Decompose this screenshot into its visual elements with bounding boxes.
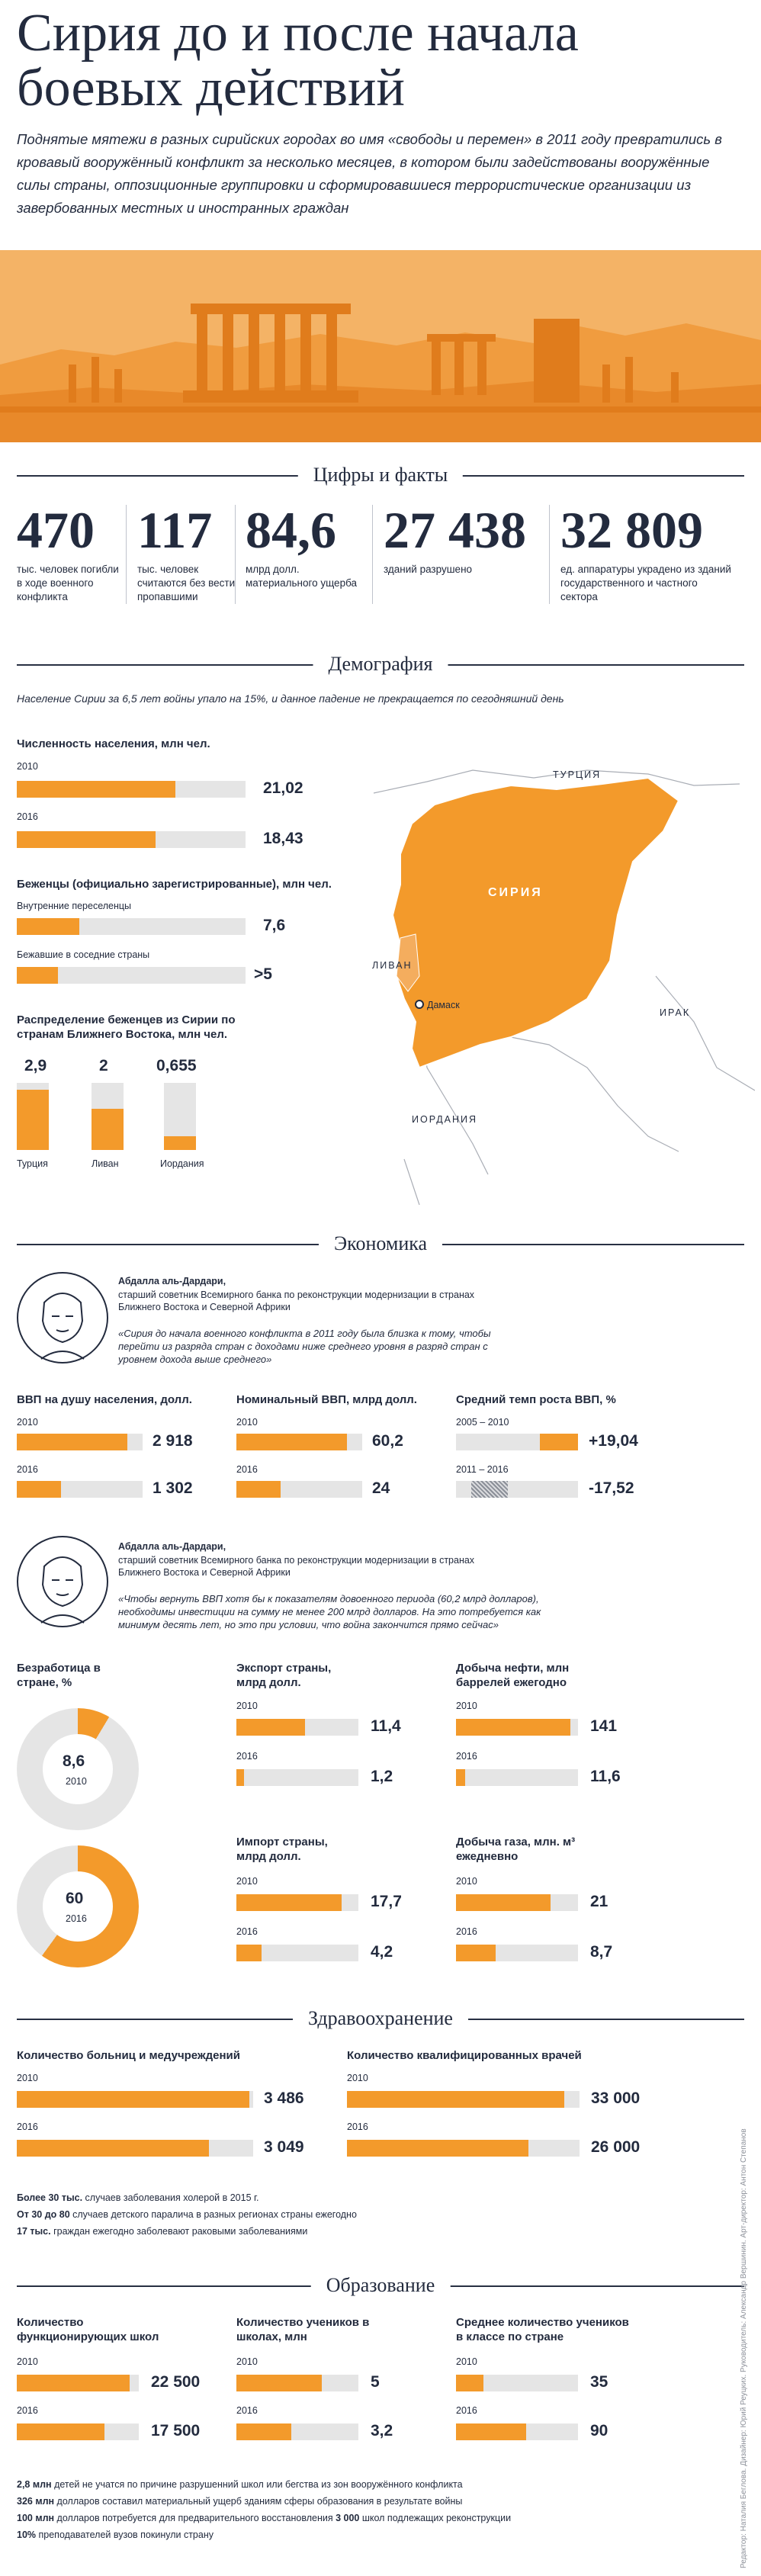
- year-label: 2016: [17, 1464, 38, 1475]
- period-label: 2011 – 2016: [456, 1464, 509, 1475]
- note-text: долларов составил материальный ущерб зданиям сферы образования в результате войны: [54, 2496, 463, 2507]
- year-label: 2016: [17, 2122, 38, 2132]
- health-note: [17, 2192, 259, 2204]
- bar-gdp-growth-negative: [471, 1481, 508, 1498]
- bar-import-2010: [236, 1894, 342, 1911]
- hospitals-2010-value: 3 486: [264, 2089, 304, 2107]
- oil-title: Добыча нефти, млн баррелей ежегодно: [456, 1662, 570, 1689]
- import-title: Импорт страны, млрд долл.: [236, 1836, 328, 1863]
- expert-portrait-icon: [18, 1537, 107, 1626]
- gdp-growth-negative-value: -17,52: [589, 1479, 634, 1497]
- year-label: 2016: [456, 2405, 477, 2416]
- bar-import-2016: [236, 1945, 262, 1961]
- bar-track: [456, 2375, 578, 2391]
- fact-item: [246, 503, 360, 590]
- doctors-2016-value: 26 000: [591, 2138, 641, 2156]
- divider: [372, 505, 373, 604]
- bar-turkey: [17, 1090, 49, 1150]
- refugees-internal-value: 7,6: [263, 917, 286, 934]
- note-highlight: 100 млн: [17, 2513, 55, 2523]
- bar-gdp-per-capita-2016: [17, 1481, 61, 1498]
- period-label: 2005 – 2010: [456, 1417, 509, 1428]
- year-label: 2016: [66, 1913, 87, 1924]
- section-health-header: [17, 2004, 744, 2035]
- bar-population-2016: [17, 831, 156, 848]
- map-label-damascus: Дамаск: [427, 1000, 460, 1010]
- expert-name: Абдалла аль-Дардари,: [118, 1276, 226, 1286]
- year-label: 2010: [236, 1876, 258, 1887]
- hospitals-2016-value: 3 049: [264, 2138, 304, 2156]
- section-title: Экономика: [319, 1232, 442, 1255]
- expert-quote: «Сирия до начала военного конфликта в 2011 году была близка к тому, чтобы перейти из разряда стран с доходами ниже среднего уровня в разряд стран с уровнем дохода выше среднего»: [118, 1328, 491, 1365]
- bar-pupils-2010: [236, 2375, 322, 2391]
- bar-track: [17, 781, 246, 798]
- section-education-header: [17, 2271, 744, 2301]
- bar-track: [17, 2091, 253, 2108]
- export-2010-value: 11,4: [371, 1717, 401, 1735]
- fact-number: 84,6: [246, 501, 336, 559]
- unemployment-title: Безработица в стране, %: [17, 1662, 101, 1689]
- bar-doctors-2010: [347, 2091, 564, 2108]
- pupils-title: Количество учеников в школах, млн: [236, 2316, 370, 2343]
- expert-quote: «Чтобы вернуть ВВП хотя бы к показателям довоенного периода (60,2 млрд долларов), необходимы инвестиции на сумму не менее 200 млрд долларов. На это потребуется как минимум десять лет, но это при условии, что война закончится прямо сейчас»: [118, 1593, 541, 1630]
- note-text: граждан ежегодно заболевают раковыми заболеваниями: [50, 2226, 308, 2237]
- health-note: [17, 2225, 307, 2237]
- section-demography-header: [17, 650, 744, 680]
- gdp-per-capita-2010-value: 2 918: [153, 1432, 193, 1450]
- bar-population-2010: [17, 781, 175, 798]
- map-label-turkey: ТУРЦИЯ: [553, 769, 602, 780]
- bar-gas-2016: [456, 1945, 496, 1961]
- gas-title: Добыча газа, млн. м³ ежедневно: [456, 1836, 576, 1863]
- class-size-2016-value: 90: [590, 2422, 608, 2439]
- bar-track: [17, 2375, 139, 2391]
- gdp-nominal-2016-value: 24: [372, 1479, 390, 1497]
- expert-name: Абдалла аль-Дардари,: [118, 1541, 226, 1552]
- year-label: 2010: [17, 2356, 38, 2367]
- year-label: 2016: [17, 811, 38, 822]
- bar-export-2016: [236, 1769, 244, 1786]
- unemployment-2010-value: 8,6: [63, 1752, 85, 1770]
- divider: [549, 505, 550, 604]
- jordan-value: 0,655: [156, 1057, 197, 1074]
- col-track: [17, 1083, 49, 1150]
- section-title: Образование: [311, 2274, 451, 2297]
- bar-track: [456, 1769, 578, 1786]
- avatar: [17, 1272, 108, 1363]
- gdp-nominal-2010-value: 60,2: [372, 1432, 403, 1450]
- gas-2010-value: 21: [590, 1893, 608, 1910]
- page-title: Сирия до и после начала боевых действий: [17, 4, 579, 117]
- fact-caption: ед. аппаратуры украдено из зданий государственного и частного сектора: [560, 564, 731, 602]
- fact-item: [17, 503, 124, 604]
- distribution-title: Распределение беженцев из Сирии по странам Ближнего Востока, млн чел.: [17, 1013, 236, 1041]
- bar-schools-2016: [17, 2423, 104, 2440]
- bar-track: [456, 1894, 578, 1911]
- bar-class-size-2010: [456, 2375, 483, 2391]
- bar-track: [17, 967, 246, 984]
- bar-track: [236, 1719, 358, 1736]
- oil-2016-value: 11,6: [590, 1768, 621, 1785]
- schools-2016-value: 17 500: [151, 2422, 201, 2439]
- year-label: 2010: [347, 2073, 368, 2083]
- schools-title: Количество функционирующих школ: [17, 2316, 159, 2343]
- hospitals-title: Количество больниц и медучреждений: [17, 2049, 240, 2062]
- col-track: [92, 1083, 124, 1150]
- note-highlight: 17 тыс.: [17, 2226, 51, 2237]
- population-2016-value: 18,43: [263, 830, 303, 847]
- bar-track: [236, 1434, 362, 1450]
- note-text: школ подлежащих реконструкции: [359, 2513, 512, 2523]
- bar-track: [347, 2140, 580, 2157]
- jordan-label: Иордания: [160, 1158, 204, 1169]
- bar-track: [17, 2423, 139, 2440]
- bar-gdp-nominal-2010: [236, 1434, 347, 1450]
- refugees-internal-label: Внутренние переселенцы: [17, 901, 132, 911]
- year-label: 2010: [236, 2356, 258, 2367]
- education-note: [17, 2478, 463, 2491]
- education-note: [17, 2495, 462, 2507]
- year-label: 2010: [17, 1417, 38, 1428]
- bar-export-2010: [236, 1719, 305, 1736]
- fact-number: 32 809: [560, 501, 703, 559]
- year-label: 2016: [17, 2405, 38, 2416]
- refugees-title: Беженцы (официально зарегистрированные), млн чел.: [17, 878, 332, 891]
- fact-caption: тыс. человек считаются без вести пропавшими: [137, 564, 236, 602]
- pupils-2016-value: 3,2: [371, 2422, 393, 2439]
- bar-track: [17, 831, 246, 848]
- class-size-2010-value: 35: [590, 2373, 608, 2391]
- doctors-2010-value: 33 000: [591, 2089, 641, 2107]
- year-label: 2010: [66, 1776, 87, 1787]
- education-note: [17, 2529, 214, 2541]
- bar-schools-2010: [17, 2375, 130, 2391]
- oil-2010-value: 141: [590, 1717, 618, 1735]
- section-title: Демография: [313, 653, 448, 676]
- gdp-nominal-title: Номинальный ВВП, млрд долл.: [236, 1393, 417, 1406]
- fact-item: [137, 503, 236, 604]
- bar-track: [17, 1434, 143, 1450]
- ruins-icon: [0, 250, 761, 442]
- year-label: 2016: [236, 1926, 258, 1937]
- bar-gdp-per-capita-2010: [17, 1434, 127, 1450]
- bar-track: [236, 1945, 358, 1961]
- section-facts-header: [17, 461, 744, 491]
- bar-jordan: [164, 1136, 196, 1150]
- import-2016-value: 4,2: [371, 1943, 393, 1961]
- gdp-growth-title: Средний темп роста ВВП, %: [456, 1393, 616, 1406]
- year-label: 2010: [456, 1701, 477, 1711]
- expert-role: старший советник Всемирного банка по реконструкции модернизации в странах Ближнего Востока и Северной Африки: [118, 1555, 475, 1578]
- divider: [126, 505, 127, 604]
- section-title: Здравоохранение: [293, 2007, 468, 2030]
- year-label: 2016: [347, 2122, 368, 2132]
- expert-portrait-icon: [18, 1274, 107, 1362]
- fact-caption: тыс. человек погибли в ходе военного конфликта: [17, 564, 119, 602]
- bar-gdp-nominal-2016: [236, 1481, 281, 1498]
- note-highlight: Более 30 тыс.: [17, 2192, 83, 2203]
- schools-2010-value: 22 500: [151, 2373, 201, 2391]
- col-track: [164, 1083, 196, 1150]
- map-label-iraq: ИРАК: [660, 1007, 691, 1018]
- note-text: детей не учатся по причине разрушенний школ или бегства из зон вооружённого конфликта: [51, 2479, 463, 2490]
- bar-track: [236, 1894, 358, 1911]
- bar-hospitals-2016: [17, 2140, 209, 2157]
- year-label: 2010: [17, 761, 38, 772]
- bar-track: [17, 918, 246, 935]
- turkey-label: Турция: [17, 1158, 48, 1169]
- year-label: 2010: [456, 2356, 477, 2367]
- fact-item: [560, 503, 736, 604]
- map-label-jordan: ИОРДАНИЯ: [412, 1114, 478, 1125]
- map-label-lebanon: ЛИВАН: [372, 960, 413, 971]
- bar-track: [456, 1719, 578, 1736]
- fact-number: 117: [137, 501, 213, 559]
- year-label: 2016: [236, 1464, 258, 1475]
- year-label: 2016: [456, 1751, 477, 1762]
- note-text: случаев детского паралича в разных регионах страны ежегодно: [69, 2209, 357, 2220]
- bar-oil-2010: [456, 1719, 570, 1736]
- pupils-2010-value: 5: [371, 2373, 380, 2391]
- bar-gas-2010: [456, 1894, 551, 1911]
- year-label: 2010: [456, 1876, 477, 1887]
- bar-track: [17, 1481, 143, 1498]
- lebanon-value: 2: [99, 1057, 108, 1074]
- bar-pupils-2016: [236, 2423, 291, 2440]
- year-label: 2010: [17, 2073, 38, 2083]
- bar-refugees-abroad: [17, 967, 58, 984]
- education-note: [17, 2512, 511, 2524]
- fact-caption: млрд долл. материального ущерба: [246, 564, 358, 589]
- gdp-per-capita-2016-value: 1 302: [153, 1479, 193, 1497]
- bar-doctors-2016: [347, 2140, 528, 2157]
- note-highlight: 10%: [17, 2529, 37, 2540]
- year-label: 2016: [236, 1751, 258, 1762]
- gdp-per-capita-title: ВВП на душу населения, долл.: [17, 1393, 192, 1406]
- fact-number: 470: [17, 501, 95, 559]
- expert-role: старший советник Всемирного банка по реконструкции модернизации в странах Ближнего Востока и Северной Африки: [118, 1290, 475, 1312]
- bar-oil-2016: [456, 1769, 465, 1786]
- refugees-abroad-value: >5: [254, 965, 272, 983]
- note-highlight: От 30 до 80: [17, 2209, 70, 2220]
- bar-track: [236, 1769, 358, 1786]
- note-text: случаев заболевания холерой в 2015 г.: [82, 2192, 259, 2203]
- export-2016-value: 1,2: [371, 1768, 393, 1785]
- divider: [235, 505, 236, 604]
- bar-track: [236, 2375, 358, 2391]
- bar-track: [236, 2423, 358, 2440]
- population-2010-value: 21,02: [263, 779, 303, 797]
- turkey-value: 2,9: [24, 1057, 47, 1074]
- gas-2016-value: 8,7: [590, 1943, 613, 1961]
- intro-text: Поднятые мятежи в разных сирийских городах во имя «свободы и перемен» в 2011 году превратились в кровавый вооружённый конфликт за несколько месяцев, в котором были задействованы вооружённые силы страны, оппозиционные группировки и сформировавшиеся террористические организации из завербованных местных и иностранных граждан: [17, 131, 722, 216]
- bar-gdp-growth-positive: [540, 1434, 578, 1450]
- note-highlight: 2,8 млн: [17, 2479, 52, 2490]
- syria-map: [358, 747, 755, 1205]
- year-label: 2016: [236, 2405, 258, 2416]
- note-text: долларов потребуется для предварительного восстановления: [54, 2513, 336, 2523]
- lebanon-label: Ливан: [92, 1158, 119, 1169]
- note-text: преподавателей вузов покинули страну: [36, 2529, 214, 2540]
- fact-caption: зданий разрушено: [384, 564, 473, 575]
- year-label: 2016: [456, 1926, 477, 1937]
- import-2010-value: 17,7: [371, 1893, 402, 1910]
- bar-lebanon: [92, 1109, 124, 1150]
- palmyra-illustration: [0, 250, 761, 442]
- population-title: Численность населения, млн чел.: [17, 737, 210, 750]
- note-highlight: 326 млн: [17, 2496, 55, 2507]
- section-economy-header: [17, 1229, 744, 1260]
- fact-item: [384, 503, 536, 577]
- map-label-syria: СИРИЯ: [488, 886, 543, 899]
- demography-note: Население Сирии за 6,5 лет войны упало на 15%, и данное падение не прекращается по сегодняшний день: [17, 692, 564, 705]
- avatar: [17, 1536, 108, 1627]
- gdp-growth-positive-value: +19,04: [589, 1432, 638, 1450]
- unemployment-2016-value: 60: [66, 1890, 84, 1907]
- credits: Редактор: Наталия Беглова. Дизайнер: Юрий Реуцких. Руководитель: Александр Вершинин. Арт-директор: Антон Степанов: [740, 2128, 748, 2568]
- bar-track: [456, 1481, 578, 1498]
- section-title: Цифры и факты: [298, 464, 463, 487]
- fact-number: 27 438: [384, 501, 526, 559]
- year-label: 2010: [236, 1701, 258, 1711]
- bar-refugees-internal: [17, 918, 79, 935]
- note-highlight: 3 000: [336, 2513, 360, 2523]
- bar-class-size-2016: [456, 2423, 526, 2440]
- bar-track: [347, 2091, 580, 2108]
- bar-track: [236, 1481, 362, 1498]
- year-label: 2010: [236, 1417, 258, 1428]
- bar-track: [17, 2140, 253, 2157]
- refugees-abroad-label: Бежавшие в соседние страны: [17, 949, 150, 960]
- class-size-title: Среднее количество учеников в классе по стране: [456, 2316, 629, 2343]
- bar-track: [456, 2423, 578, 2440]
- bar-track: [456, 1434, 578, 1450]
- bar-track: [456, 1945, 578, 1961]
- health-note: [17, 2208, 357, 2221]
- doctors-title: Количество квалифицированных врачей: [347, 2049, 582, 2062]
- bar-hospitals-2010: [17, 2091, 249, 2108]
- export-title: Экспорт страны, млрд долл.: [236, 1662, 332, 1689]
